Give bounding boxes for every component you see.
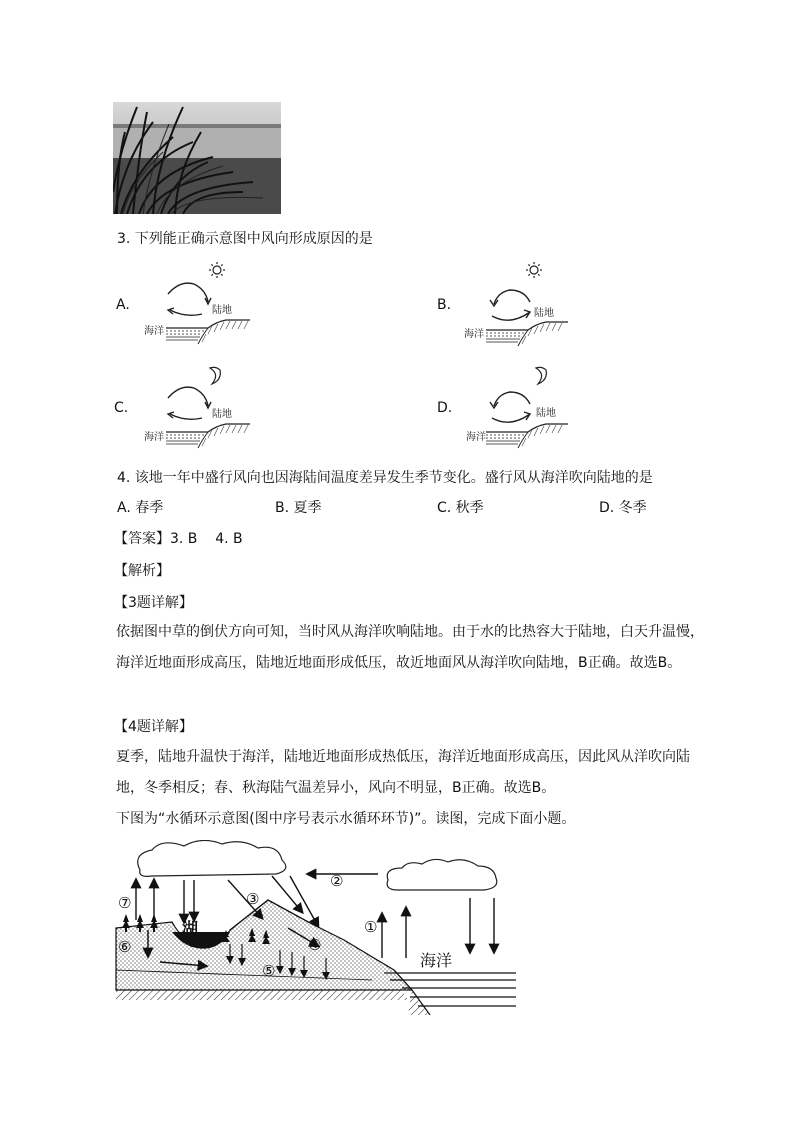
svg-text:陆地: 陆地 bbox=[212, 409, 232, 420]
label-7: ⑦ bbox=[118, 894, 132, 912]
section-intro: 下图为“水循环示意图(图中序号表示水循环环节)”。读图，完成下面小题。 bbox=[116, 811, 576, 827]
label-6: ⑥ bbox=[118, 938, 132, 956]
label-4: ④ bbox=[308, 936, 322, 954]
sun-icon bbox=[526, 262, 542, 278]
question-3-stem: 3. 下列能正确示意图中风向形成原因的是 bbox=[117, 231, 373, 247]
svg-text:海洋: 海洋 bbox=[464, 329, 484, 340]
option-a-letter: A. bbox=[116, 297, 130, 313]
detail-3-text: 依据图中草的倒伏方向可知，当时风从海洋吹响陆地。由于水的比热容大于陆地，白天升温慢，海洋近地面形成高压，陆地近地面形成低压，故近地面风从海洋吹向陆地，B正确。故选B。 bbox=[116, 624, 704, 671]
option-b-letter: B. bbox=[437, 297, 452, 313]
svg-text:陆地: 陆地 bbox=[534, 308, 554, 319]
option-d-letter: D. bbox=[437, 400, 453, 416]
q4-option-a: A. 春季 bbox=[117, 500, 164, 516]
question-4-stem: 4. 该地一年中盛行风向也因海陆间温度差异发生季节变化。盛行风从海洋吹向陆地的是 bbox=[117, 470, 653, 486]
svg-text:海洋: 海洋 bbox=[144, 432, 164, 443]
label-5: ⑤ bbox=[262, 962, 276, 980]
lake-label: 湖 bbox=[182, 919, 199, 938]
option-c-letter: C. bbox=[114, 400, 129, 416]
q4-option-c: C. 秋季 bbox=[437, 500, 484, 516]
grass-photo bbox=[113, 102, 281, 214]
detail-4-text: 夏季，陆地升温快于海洋，陆地近地面形成热低压，海洋近地面形成高压，因此风从洋吹向陆地，冬季相反；春、秋海陆气温差异小，风向不明显，B正确。故选B。 bbox=[116, 749, 690, 796]
moon-icon bbox=[210, 367, 220, 384]
answer-line: 【答案】3. B 4. B bbox=[114, 531, 243, 547]
svg-text:海洋: 海洋 bbox=[144, 326, 164, 337]
svg-text:陆地: 陆地 bbox=[536, 408, 556, 419]
water-cycle-diagram bbox=[112, 840, 522, 1015]
label-2: ② bbox=[330, 872, 344, 890]
label-3: ③ bbox=[246, 890, 260, 908]
option-c-diagram bbox=[130, 364, 260, 454]
sea-cloud bbox=[387, 859, 497, 890]
label-1: ① bbox=[364, 918, 378, 936]
land-cloud bbox=[138, 840, 286, 876]
detail-4-title: 【4题详解】 bbox=[114, 719, 193, 735]
sun-icon bbox=[209, 262, 225, 278]
ocean-label: 海洋 bbox=[420, 951, 453, 970]
q4-option-d: D. 冬季 bbox=[599, 500, 647, 516]
option-d-diagram bbox=[450, 364, 580, 454]
svg-text:陆地: 陆地 bbox=[212, 305, 232, 316]
option-a-diagram bbox=[130, 262, 260, 352]
svg-text:海洋: 海洋 bbox=[466, 432, 486, 443]
q4-option-b: B. 夏季 bbox=[275, 500, 322, 516]
detail-3-title: 【3题详解】 bbox=[114, 595, 193, 611]
analysis-label: 【解析】 bbox=[114, 563, 170, 579]
moon-icon bbox=[536, 367, 546, 384]
option-b-diagram bbox=[450, 262, 580, 352]
